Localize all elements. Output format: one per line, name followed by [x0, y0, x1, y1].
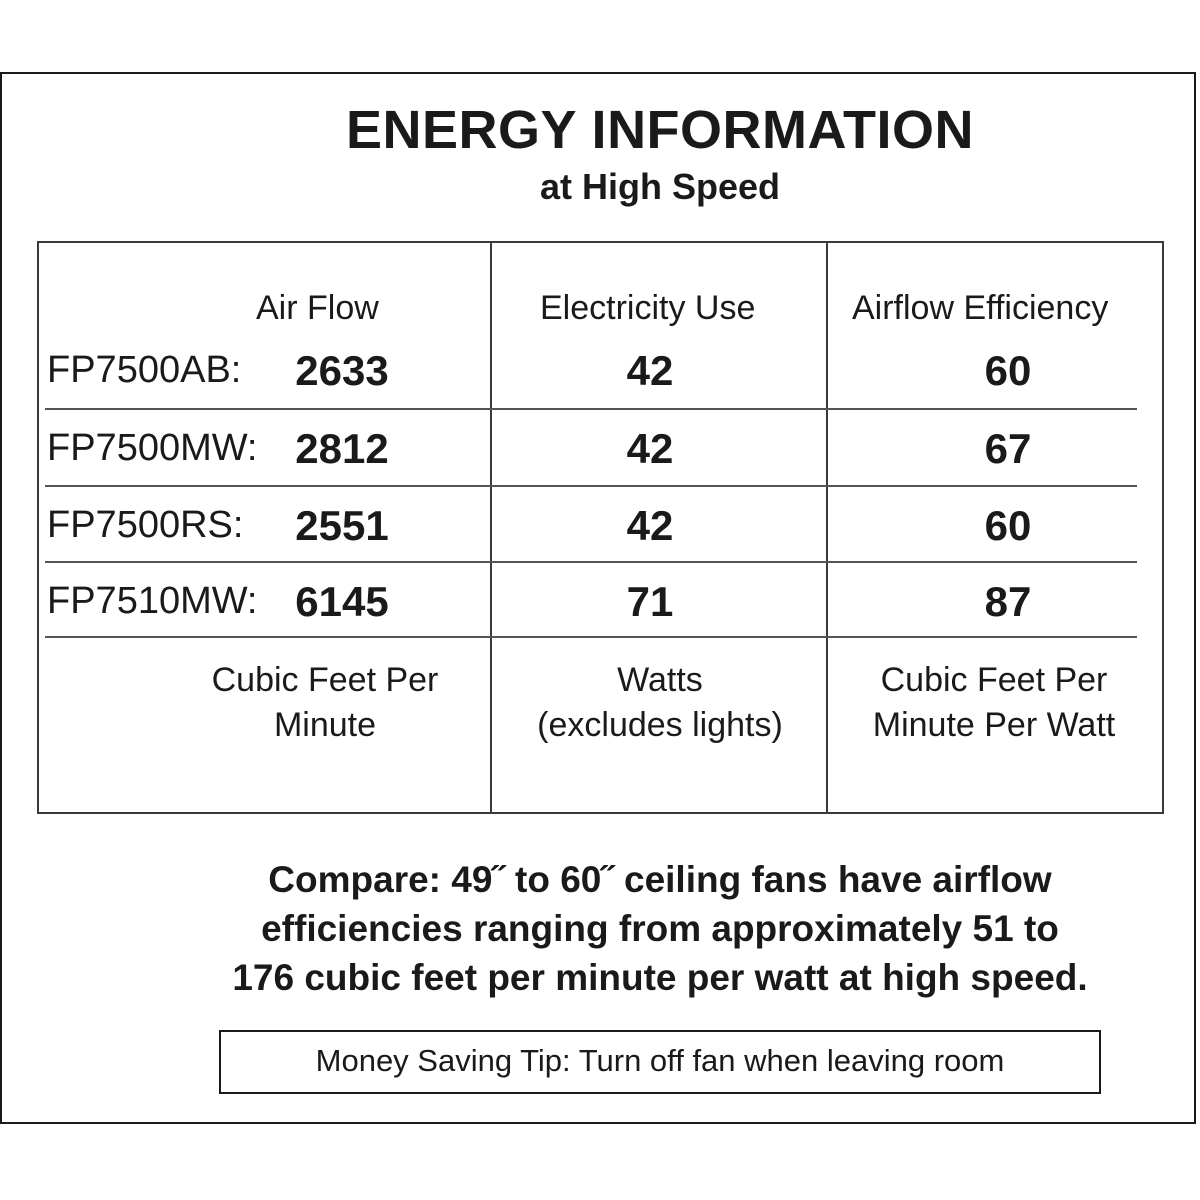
- efficiency-value: 60: [984, 502, 1032, 549]
- column-divider: [826, 241, 828, 814]
- label-title: ENERGY INFORMATION: [345, 100, 975, 160]
- efficiency-unit-line1: Cubic Feet Per: [880, 661, 1108, 699]
- airflow-value: 2812: [295, 425, 389, 472]
- compare-line: Compare: 49˝ to 60˝ ceiling fans have airflow: [268, 859, 1052, 900]
- electricity-value: 42: [626, 347, 674, 394]
- row-divider: [45, 485, 1137, 487]
- airflow-value: 6145: [295, 578, 389, 625]
- electricity-unit-line2: (excludes lights): [537, 706, 783, 744]
- row-divider: [45, 408, 1137, 410]
- row-divider: [45, 561, 1137, 563]
- airflow-unit-line1: Cubic Feet Per: [211, 661, 439, 699]
- airflow-value: 2551: [295, 502, 389, 549]
- compare-line: 176 cubic feet per minute per watt at high speed.: [232, 957, 1088, 998]
- column-divider: [490, 241, 492, 814]
- money-saving-tip: Money Saving Tip: Turn off fan when leaving room: [315, 1043, 1005, 1078]
- efficiency-value: 87: [984, 578, 1032, 625]
- efficiency-unit-line2: Minute Per Watt: [872, 706, 1116, 744]
- model-name: FP7510MW:: [47, 580, 258, 622]
- model-name: FP7500AB:: [47, 349, 242, 391]
- row-divider: [45, 636, 1137, 638]
- column-header-airflow: Air Flow: [256, 289, 379, 327]
- electricity-value: 42: [626, 425, 674, 472]
- column-header-efficiency: Airflow Efficiency: [852, 289, 1109, 327]
- electricity-value: 42: [626, 502, 674, 549]
- model-name: FP7500RS:: [47, 504, 244, 546]
- compare-statement: [150, 855, 1170, 1002]
- efficiency-value: 67: [984, 425, 1032, 472]
- airflow-unit-line2: Minute: [273, 706, 377, 744]
- efficiency-value: 60: [984, 347, 1032, 394]
- electricity-value: 71: [626, 578, 674, 625]
- compare-line: efficiencies ranging from approximately 51 to: [261, 908, 1059, 949]
- electricity-unit-line1: Watts: [617, 661, 703, 699]
- airflow-value: 2633: [295, 347, 389, 394]
- column-header-electricity: Electricity Use: [540, 289, 756, 327]
- model-name: FP7500MW:: [47, 427, 258, 469]
- label-subtitle: at High Speed: [539, 166, 781, 207]
